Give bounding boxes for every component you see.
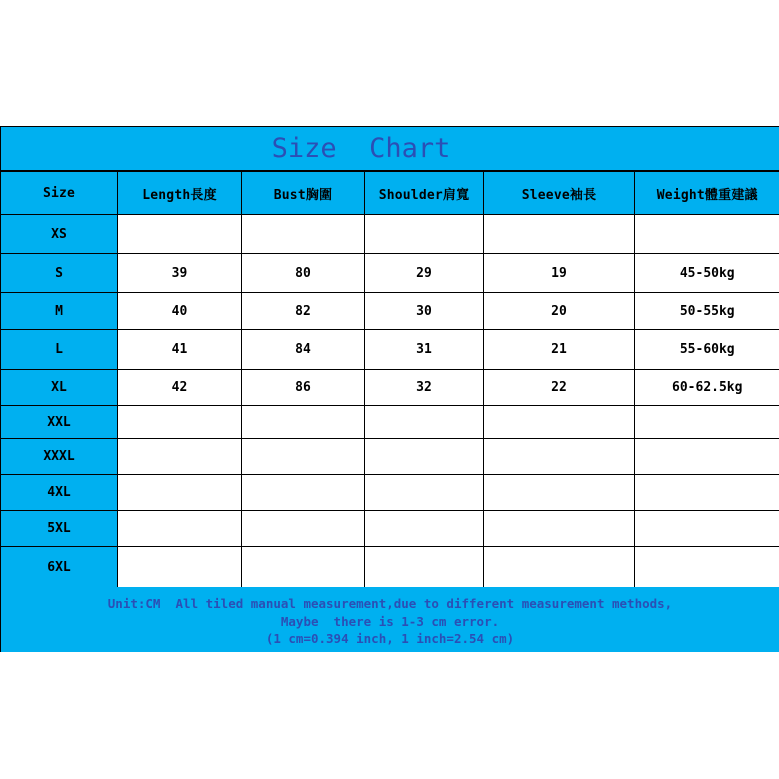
chart-title: Size Chart <box>0 127 779 171</box>
bust-cell <box>242 475 365 511</box>
sleeve-cell <box>484 475 635 511</box>
weight-cell: 50-55kg <box>635 293 779 330</box>
bust-cell <box>242 215 365 254</box>
size-label: 4XL <box>1 475 118 511</box>
length-cell: 40 <box>118 293 242 330</box>
table-row <box>1 475 779 511</box>
header-bust: Bust胸圍 <box>242 172 365 215</box>
table-row <box>1 293 779 330</box>
size-label: 5XL <box>1 511 118 547</box>
shoulder-cell <box>365 547 484 588</box>
sleeve-cell <box>484 547 635 588</box>
table-row <box>1 330 779 370</box>
table-row <box>1 511 779 547</box>
length-cell <box>118 511 242 547</box>
shoulder-cell <box>365 406 484 439</box>
length-cell <box>118 215 242 254</box>
weight-cell: 60-62.5kg <box>635 370 779 406</box>
table-row <box>1 547 779 588</box>
size-label: 6XL <box>1 547 118 588</box>
header-size: Size <box>1 172 118 215</box>
shoulder-cell <box>365 439 484 475</box>
weight-cell <box>635 406 779 439</box>
shoulder-cell <box>365 511 484 547</box>
sleeve-cell: 21 <box>484 330 635 370</box>
bust-cell: 86 <box>242 370 365 406</box>
table-row <box>1 439 779 475</box>
shoulder-cell: 30 <box>365 293 484 330</box>
length-cell <box>118 475 242 511</box>
weight-cell <box>635 439 779 475</box>
bust-cell: 80 <box>242 254 365 293</box>
bust-cell <box>242 511 365 547</box>
shoulder-cell: 32 <box>365 370 484 406</box>
length-cell <box>118 547 242 588</box>
size-label: XL <box>1 370 118 406</box>
size-chart <box>0 126 779 652</box>
measurement-note <box>0 587 779 652</box>
header-length: Length長度 <box>118 172 242 215</box>
size-label: XXL <box>1 406 118 439</box>
size-label: S <box>1 254 118 293</box>
length-cell <box>118 439 242 475</box>
sleeve-cell: 19 <box>484 254 635 293</box>
weight-cell <box>635 475 779 511</box>
table-row <box>1 254 779 293</box>
size-label: L <box>1 330 118 370</box>
length-cell: 41 <box>118 330 242 370</box>
sleeve-cell <box>484 406 635 439</box>
size-label: XXXL <box>1 439 118 475</box>
weight-cell <box>635 215 779 254</box>
shoulder-cell: 31 <box>365 330 484 370</box>
sleeve-cell: 20 <box>484 293 635 330</box>
note-line-2: Maybe there is 1-3 cm error. <box>280 613 500 629</box>
sleeve-cell <box>484 215 635 254</box>
header-sleeve: Sleeve袖長 <box>484 172 635 215</box>
header-weight: Weight體重建議 <box>635 172 779 215</box>
table-row <box>1 406 779 439</box>
shoulder-cell: 29 <box>365 254 484 293</box>
weight-cell <box>635 511 779 547</box>
length-cell <box>118 406 242 439</box>
table-row <box>1 215 779 254</box>
sleeve-cell <box>484 439 635 475</box>
note-line-3: (1 cm=0.394 inch, 1 inch=2.54 cm) <box>265 631 515 646</box>
sleeve-cell: 22 <box>484 370 635 406</box>
weight-cell: 55-60kg <box>635 330 779 370</box>
shoulder-cell <box>365 475 484 511</box>
table-row <box>1 370 779 406</box>
weight-cell: 45-50kg <box>635 254 779 293</box>
note-line-1: Unit:CM All tiled manual measurement,due to different measurement methods, <box>107 596 673 611</box>
bust-cell <box>242 406 365 439</box>
size-label: XS <box>1 215 118 254</box>
length-cell: 39 <box>118 254 242 293</box>
header-row <box>1 172 779 215</box>
bust-cell <box>242 547 365 588</box>
shoulder-cell <box>365 215 484 254</box>
bust-cell: 84 <box>242 330 365 370</box>
header-shoulder: Shoulder肩寬 <box>365 172 484 215</box>
bust-cell: 82 <box>242 293 365 330</box>
bust-cell <box>242 439 365 475</box>
weight-cell <box>635 547 779 588</box>
sleeve-cell <box>484 511 635 547</box>
length-cell: 42 <box>118 370 242 406</box>
size-label: M <box>1 293 118 330</box>
size-table <box>0 171 779 588</box>
